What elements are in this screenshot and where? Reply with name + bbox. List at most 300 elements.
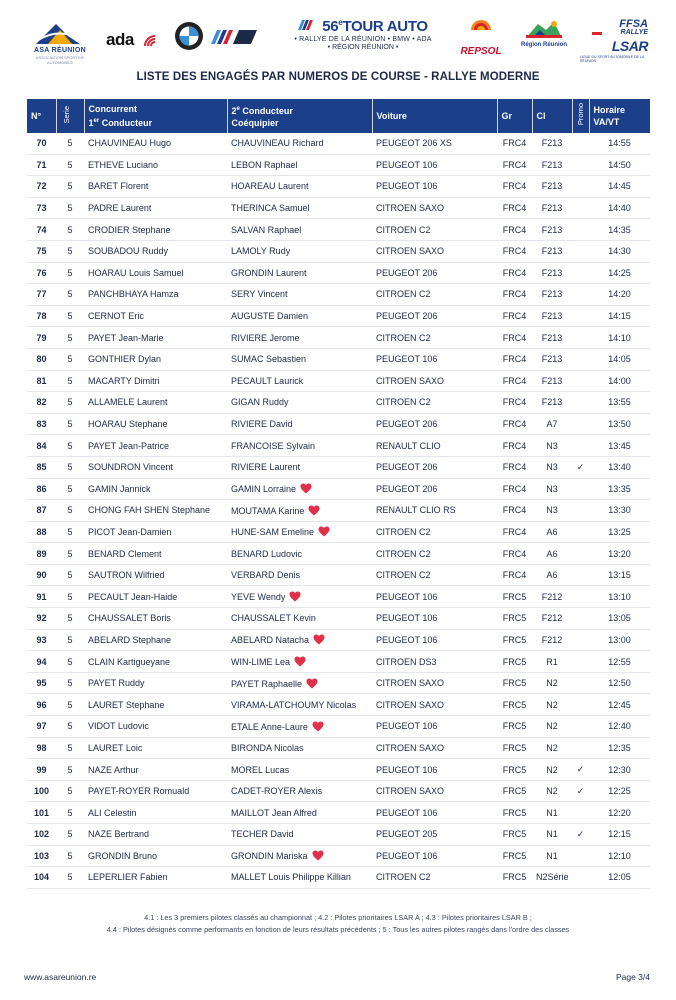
cell-promo xyxy=(572,413,589,435)
cell-second-driver xyxy=(227,435,372,457)
cell-group xyxy=(497,802,532,824)
cell-car-text: PEUGEOT 205 xyxy=(376,829,438,840)
cell-group-text: FRC5 xyxy=(502,872,527,883)
cell-number-text: 101 xyxy=(33,807,50,818)
cell-class xyxy=(532,521,572,543)
cell-number-text: 102 xyxy=(33,829,50,840)
cell-promo xyxy=(572,478,589,500)
cell-second-driver-text: YEVE Wendy xyxy=(231,592,286,603)
cell-number xyxy=(27,154,56,176)
cell-number xyxy=(27,694,56,716)
cell-first-driver xyxy=(84,348,227,370)
cell-first-driver xyxy=(84,370,227,392)
cell-first-driver xyxy=(84,392,227,414)
cell-class-text: A6 xyxy=(546,570,558,581)
cell-group xyxy=(497,780,532,802)
cell-car xyxy=(372,737,497,759)
cell-number-text: 85 xyxy=(36,462,47,473)
cell-serie xyxy=(56,284,84,306)
cell-number-text: 70 xyxy=(36,138,47,149)
cell-serie xyxy=(56,780,84,802)
cell-class-text: F212 xyxy=(541,613,563,624)
cell-number-text: 75 xyxy=(36,246,47,257)
cell-car-text: PEUGEOT 106 xyxy=(376,634,438,645)
col-header-promo xyxy=(572,99,589,133)
cell-car xyxy=(372,543,497,565)
cell-serie-text: 5 xyxy=(67,289,73,300)
cell-group xyxy=(497,672,532,694)
table-row xyxy=(27,608,650,630)
cell-number xyxy=(27,370,56,392)
heart-icon xyxy=(312,850,324,861)
cell-car-text: CITROEN SAXO xyxy=(376,375,445,386)
cell-class xyxy=(532,197,572,219)
cell-serie-text: 5 xyxy=(67,462,73,473)
col-header-time xyxy=(589,99,650,133)
cell-second-driver-text: GAMIN Lorraine xyxy=(231,484,297,495)
cell-number-text: 93 xyxy=(36,634,47,645)
cell-car-text: CITROEN SAXO xyxy=(376,699,445,710)
cell-car xyxy=(372,651,497,673)
cell-second-driver xyxy=(227,327,372,349)
cell-serie xyxy=(56,370,84,392)
cell-second-driver xyxy=(227,759,372,781)
cell-promo xyxy=(572,305,589,327)
cell-serie xyxy=(56,327,84,349)
cell-time-text: 12:30 xyxy=(608,764,631,775)
concurrent-role: Conducteur xyxy=(99,118,153,128)
cell-time-text: 14:00 xyxy=(608,375,631,386)
cell-group xyxy=(497,478,532,500)
cell-car-text: PEUGEOT 206 xyxy=(376,419,438,430)
cell-time xyxy=(589,629,650,651)
cell-group-text: FRC5 xyxy=(502,829,527,840)
cell-number xyxy=(27,780,56,802)
cell-group-text: FRC4 xyxy=(502,311,527,322)
cell-promo xyxy=(572,521,589,543)
cell-promo xyxy=(572,133,589,154)
cell-number xyxy=(27,262,56,284)
cell-number-text: 73 xyxy=(36,203,47,214)
cell-class xyxy=(532,543,572,565)
cell-first-driver-text: PAYET-ROYER Romuald xyxy=(88,786,190,797)
cell-serie-text: 5 xyxy=(67,570,73,581)
cell-promo xyxy=(572,586,589,608)
cell-first-driver xyxy=(84,154,227,176)
cell-second-driver xyxy=(227,133,372,154)
footer-website-link[interactable]: www.asareunion.re xyxy=(24,972,97,982)
cell-car-text: PEUGEOT 206 xyxy=(376,267,438,278)
ffsa-lsar-logo xyxy=(580,16,650,62)
cell-second-driver xyxy=(227,176,372,198)
cell-serie xyxy=(56,262,84,284)
cell-group xyxy=(497,154,532,176)
cell-car xyxy=(372,154,497,176)
col-header-serie-label: Serie xyxy=(61,105,71,124)
cell-promo xyxy=(572,694,589,716)
cell-second-driver-text: LAMOLY Rudy xyxy=(231,246,291,257)
cell-second-driver-text: WIN-LIME Lea xyxy=(231,657,291,668)
cell-class-text: F213 xyxy=(541,354,563,365)
cell-car-text: PEUGEOT 206 xyxy=(376,462,438,473)
cell-first-driver-text: GRONDIN Bruno xyxy=(88,850,158,861)
cell-second-driver xyxy=(227,845,372,867)
heart-icon xyxy=(312,721,324,732)
cell-first-driver xyxy=(84,176,227,198)
cell-group xyxy=(497,845,532,867)
col-header-serie xyxy=(56,99,84,133)
cell-class-text: F212 xyxy=(541,634,563,645)
cell-promo xyxy=(572,456,589,478)
cell-serie-text: 5 xyxy=(67,311,73,322)
cell-group-text: FRC4 xyxy=(502,397,527,408)
cell-group-text: FRC4 xyxy=(502,181,527,192)
cell-car-text: PEUGEOT 206 XS xyxy=(376,138,452,149)
cell-group-text: FRC5 xyxy=(502,678,527,689)
cell-time-text: 13:25 xyxy=(608,526,631,537)
cell-number xyxy=(27,456,56,478)
cell-second-driver-text: SERY Vincent xyxy=(231,289,288,300)
cell-group xyxy=(497,500,532,522)
cell-serie-text: 5 xyxy=(67,440,73,451)
cell-number-text: 77 xyxy=(36,289,47,300)
cell-group xyxy=(497,197,532,219)
cell-second-driver-text: BENARD Ludovic xyxy=(231,548,303,559)
cell-promo xyxy=(572,284,589,306)
cell-promo-text: ✓ xyxy=(576,764,585,775)
cell-group xyxy=(497,586,532,608)
cell-second-driver xyxy=(227,500,372,522)
cell-serie-text: 5 xyxy=(67,505,73,516)
cell-car xyxy=(372,564,497,586)
cell-second-driver-text: CHAUSSALET Kevin xyxy=(231,613,316,624)
cell-car-text: PEUGEOT 106 xyxy=(376,764,438,775)
cell-second-driver xyxy=(227,672,372,694)
cell-promo xyxy=(572,802,589,824)
cell-time xyxy=(589,543,650,565)
cell-second-driver-text: ABELARD Natacha xyxy=(231,635,310,646)
cell-class-text: N2 xyxy=(546,721,558,732)
cell-time xyxy=(589,651,650,673)
cell-promo xyxy=(572,435,589,457)
cell-car xyxy=(372,133,497,154)
cell-time xyxy=(589,694,650,716)
cell-second-driver xyxy=(227,564,372,586)
cell-group xyxy=(497,737,532,759)
cell-class-text: N2 xyxy=(546,678,558,689)
cell-car xyxy=(372,672,497,694)
col-header-second-line2: Coéquipier xyxy=(231,118,279,128)
cell-time-text: 12:40 xyxy=(608,721,631,732)
cell-group-text: FRC4 xyxy=(502,548,527,559)
cell-number xyxy=(27,543,56,565)
cell-number xyxy=(27,219,56,241)
cell-number-text: 94 xyxy=(36,656,47,667)
cell-serie-text: 5 xyxy=(67,872,73,883)
cell-first-driver xyxy=(84,197,227,219)
cell-second-driver xyxy=(227,262,372,284)
cell-first-driver-text: PADRE Laurent xyxy=(88,203,152,214)
cell-car-text: CITROEN DS3 xyxy=(376,656,437,667)
cell-first-driver-text: CLAIN Kartigueyane xyxy=(88,656,171,667)
cell-time-text: 14:50 xyxy=(608,159,631,170)
cell-class-text: A6 xyxy=(546,526,558,537)
cell-serie xyxy=(56,737,84,759)
cell-time-text: 14:30 xyxy=(608,246,631,257)
cell-class xyxy=(532,240,572,262)
cell-class xyxy=(532,629,572,651)
cell-number xyxy=(27,176,56,198)
cell-class-text: N1 xyxy=(546,807,558,818)
cell-class xyxy=(532,672,572,694)
cell-car-text: RENAULT CLIO RS xyxy=(376,505,456,516)
cell-promo-text: ✓ xyxy=(576,828,585,839)
cell-second-driver-text: VERBARD Denis xyxy=(231,570,301,581)
cell-time xyxy=(589,824,650,846)
cell-second-driver-text: PECAULT Laurick xyxy=(231,375,304,386)
cell-serie xyxy=(56,240,84,262)
cell-serie xyxy=(56,176,84,198)
cell-promo xyxy=(572,240,589,262)
cell-time xyxy=(589,262,650,284)
cell-serie-text: 5 xyxy=(67,354,73,365)
cell-car xyxy=(372,176,497,198)
cell-second-driver-text: MOREL Lucas xyxy=(231,764,290,775)
cell-promo xyxy=(572,845,589,867)
cell-class xyxy=(532,867,572,889)
table-row xyxy=(27,284,650,306)
cell-serie-text: 5 xyxy=(67,375,73,386)
cell-serie-text: 5 xyxy=(67,678,73,689)
cell-time-text: 13:20 xyxy=(608,548,631,559)
cell-first-driver xyxy=(84,305,227,327)
cell-second-driver xyxy=(227,284,372,306)
col-header-time-line2: VA/VT xyxy=(593,117,620,127)
cell-car-text: PEUGEOT 206 xyxy=(376,483,438,494)
asa-name: ASA RÉUNION xyxy=(33,47,87,54)
cell-time xyxy=(589,608,650,630)
cell-first-driver xyxy=(84,240,227,262)
cell-number-text: 74 xyxy=(36,224,47,235)
cell-first-driver xyxy=(84,845,227,867)
cell-time-text: 12:50 xyxy=(608,678,631,689)
table-row xyxy=(27,651,650,673)
cell-first-driver-text: PANCHBHAYA Hamza xyxy=(88,289,179,300)
cell-car-text: PEUGEOT 106 xyxy=(376,850,438,861)
cell-time xyxy=(589,348,650,370)
cell-serie-text: 5 xyxy=(67,850,73,861)
cell-second-driver xyxy=(227,521,372,543)
table-row xyxy=(27,672,650,694)
cell-number xyxy=(27,240,56,262)
cell-second-driver-text: ETALE Anne-Laure xyxy=(231,721,308,732)
cell-first-driver-text: MACARTY Dimitri xyxy=(88,375,160,386)
cell-car xyxy=(372,500,497,522)
cell-number xyxy=(27,867,56,889)
cell-time-text: 13:50 xyxy=(608,419,631,430)
cell-time xyxy=(589,305,650,327)
cell-number xyxy=(27,521,56,543)
cell-time-text: 13:15 xyxy=(608,570,631,581)
cell-first-driver xyxy=(84,802,227,824)
cell-first-driver-text: PAYET Jean-Patrice xyxy=(88,440,170,451)
cell-car-text: CITROEN C2 xyxy=(376,397,431,408)
cell-time-text: 13:10 xyxy=(608,591,631,602)
cell-class xyxy=(532,824,572,846)
region-reunion-logo xyxy=(518,16,570,62)
cell-car-text: PEUGEOT 106 xyxy=(376,613,438,624)
cell-second-driver xyxy=(227,802,372,824)
heart-icon xyxy=(318,526,330,537)
cell-first-driver-text: PICOT Jean-Damien xyxy=(88,526,172,537)
cell-second-driver-text: BIRONDA Nicolas xyxy=(231,742,304,753)
table-row xyxy=(27,716,650,738)
tour-line-2: • RÉGION RÉUNION • xyxy=(327,44,399,51)
cell-class xyxy=(532,500,572,522)
cell-time xyxy=(589,716,650,738)
cell-group-text: FRC4 xyxy=(502,483,527,494)
table-row xyxy=(27,737,650,759)
cell-first-driver-text: PECAULT Jean-Haide xyxy=(88,591,178,602)
cell-serie xyxy=(56,521,84,543)
cell-second-driver xyxy=(227,413,372,435)
cell-first-driver-text: LAURET Stephane xyxy=(88,699,165,710)
cell-promo xyxy=(572,651,589,673)
cell-first-driver xyxy=(84,327,227,349)
cell-car xyxy=(372,824,497,846)
cell-group xyxy=(497,456,532,478)
cell-promo xyxy=(572,737,589,759)
cell-car-text: CITROEN SAXO xyxy=(376,786,445,797)
cell-serie xyxy=(56,629,84,651)
cell-number xyxy=(27,651,56,673)
cell-group xyxy=(497,521,532,543)
cell-class xyxy=(532,327,572,349)
cell-class-text: N2 xyxy=(546,786,558,797)
cell-class-text: N1 xyxy=(546,829,558,840)
cell-class xyxy=(532,370,572,392)
cell-serie xyxy=(56,586,84,608)
cell-first-driver xyxy=(84,478,227,500)
cell-group-text: FRC4 xyxy=(502,332,527,343)
cell-first-driver-text: BENARD Clement xyxy=(88,548,162,559)
cell-first-driver xyxy=(84,737,227,759)
cell-time xyxy=(589,413,650,435)
cell-class-text: N2 xyxy=(546,742,558,753)
cell-class-text: F212 xyxy=(541,591,563,602)
cell-number-text: 91 xyxy=(36,591,47,602)
cell-group-text: FRC5 xyxy=(502,634,527,645)
footnote-line-1: 4.1 : Les 3 premiers pilotes classés au championnat ; 4.2 : Pilotes prioritaires LSAR A ; 4.3 : Pilotes prioritaires LSAR B ; xyxy=(144,913,532,922)
cell-group-text: FRC4 xyxy=(502,354,527,365)
cell-group-text: FRC4 xyxy=(502,570,527,581)
cell-car-text: PEUGEOT 106 xyxy=(376,181,438,192)
cell-serie xyxy=(56,154,84,176)
cell-time xyxy=(589,284,650,306)
cell-car xyxy=(372,262,497,284)
cell-group xyxy=(497,392,532,414)
tour-m-stripes-icon xyxy=(298,20,320,30)
cell-car-text: CITROEN SAXO xyxy=(376,678,445,689)
asa-subtitle: ASSOCIATION SPORTIVE AUTOMOBILE xyxy=(35,55,85,65)
cell-car xyxy=(372,197,497,219)
cell-time-text: 12:55 xyxy=(608,656,631,667)
cell-time-text: 14:45 xyxy=(608,181,631,192)
cell-second-driver xyxy=(227,348,372,370)
cell-promo xyxy=(572,716,589,738)
sponsor-logo-strip xyxy=(28,16,650,65)
cell-class xyxy=(532,608,572,630)
cell-time xyxy=(589,845,650,867)
cell-second-driver xyxy=(227,694,372,716)
cell-second-driver-text: RIVIERE Laurent xyxy=(231,462,301,473)
cell-class-text: F213 xyxy=(541,375,563,386)
cell-class xyxy=(532,759,572,781)
cell-first-driver xyxy=(84,672,227,694)
cell-group xyxy=(497,262,532,284)
second-ordinal-sup: e xyxy=(236,106,240,112)
footnotes xyxy=(0,912,676,936)
cell-time xyxy=(589,780,650,802)
cell-second-driver-text: AUGUSTE Damien xyxy=(231,311,309,322)
cell-number xyxy=(27,392,56,414)
cell-number xyxy=(27,284,56,306)
cell-time-text: 14:25 xyxy=(608,267,631,278)
cell-car xyxy=(372,608,497,630)
cell-first-driver xyxy=(84,500,227,522)
cell-group-text: FRC4 xyxy=(502,138,527,149)
cell-time xyxy=(589,759,650,781)
cell-serie xyxy=(56,651,84,673)
cell-car-text: CITROEN C2 xyxy=(376,289,431,300)
cell-second-driver-text: MAILLOT Jean Alfred xyxy=(231,807,317,818)
cell-group-text: FRC5 xyxy=(502,699,527,710)
table-row xyxy=(27,392,650,414)
cell-group xyxy=(497,370,532,392)
cell-serie xyxy=(56,802,84,824)
cell-first-driver xyxy=(84,564,227,586)
table-row xyxy=(27,564,650,586)
cell-second-driver xyxy=(227,370,372,392)
cell-time xyxy=(589,500,650,522)
ada-arcs-icon xyxy=(143,32,159,48)
table-row xyxy=(27,802,650,824)
table-row xyxy=(27,413,650,435)
cell-class xyxy=(532,176,572,198)
cell-time-text: 14:05 xyxy=(608,354,631,365)
cell-second-driver-text: CHAUVINEAU Richard xyxy=(231,138,324,149)
cell-car xyxy=(372,694,497,716)
cell-time-text: 14:15 xyxy=(608,311,631,322)
cell-first-driver-text: GAMIN Jannick xyxy=(88,483,151,494)
cell-car xyxy=(372,219,497,241)
cell-time-text: 12:35 xyxy=(608,742,631,753)
cell-group xyxy=(497,284,532,306)
heart-icon xyxy=(313,634,325,645)
cell-number xyxy=(27,824,56,846)
cell-class xyxy=(532,780,572,802)
cell-class xyxy=(532,435,572,457)
cell-class xyxy=(532,845,572,867)
table-row xyxy=(27,327,650,349)
cell-first-driver xyxy=(84,521,227,543)
cell-group-text: FRC4 xyxy=(502,224,527,235)
cell-car-text: PEUGEOT 206 xyxy=(376,311,438,322)
cell-car xyxy=(372,478,497,500)
cell-time xyxy=(589,240,650,262)
cell-time xyxy=(589,672,650,694)
cell-class-text: F213 xyxy=(541,332,563,343)
